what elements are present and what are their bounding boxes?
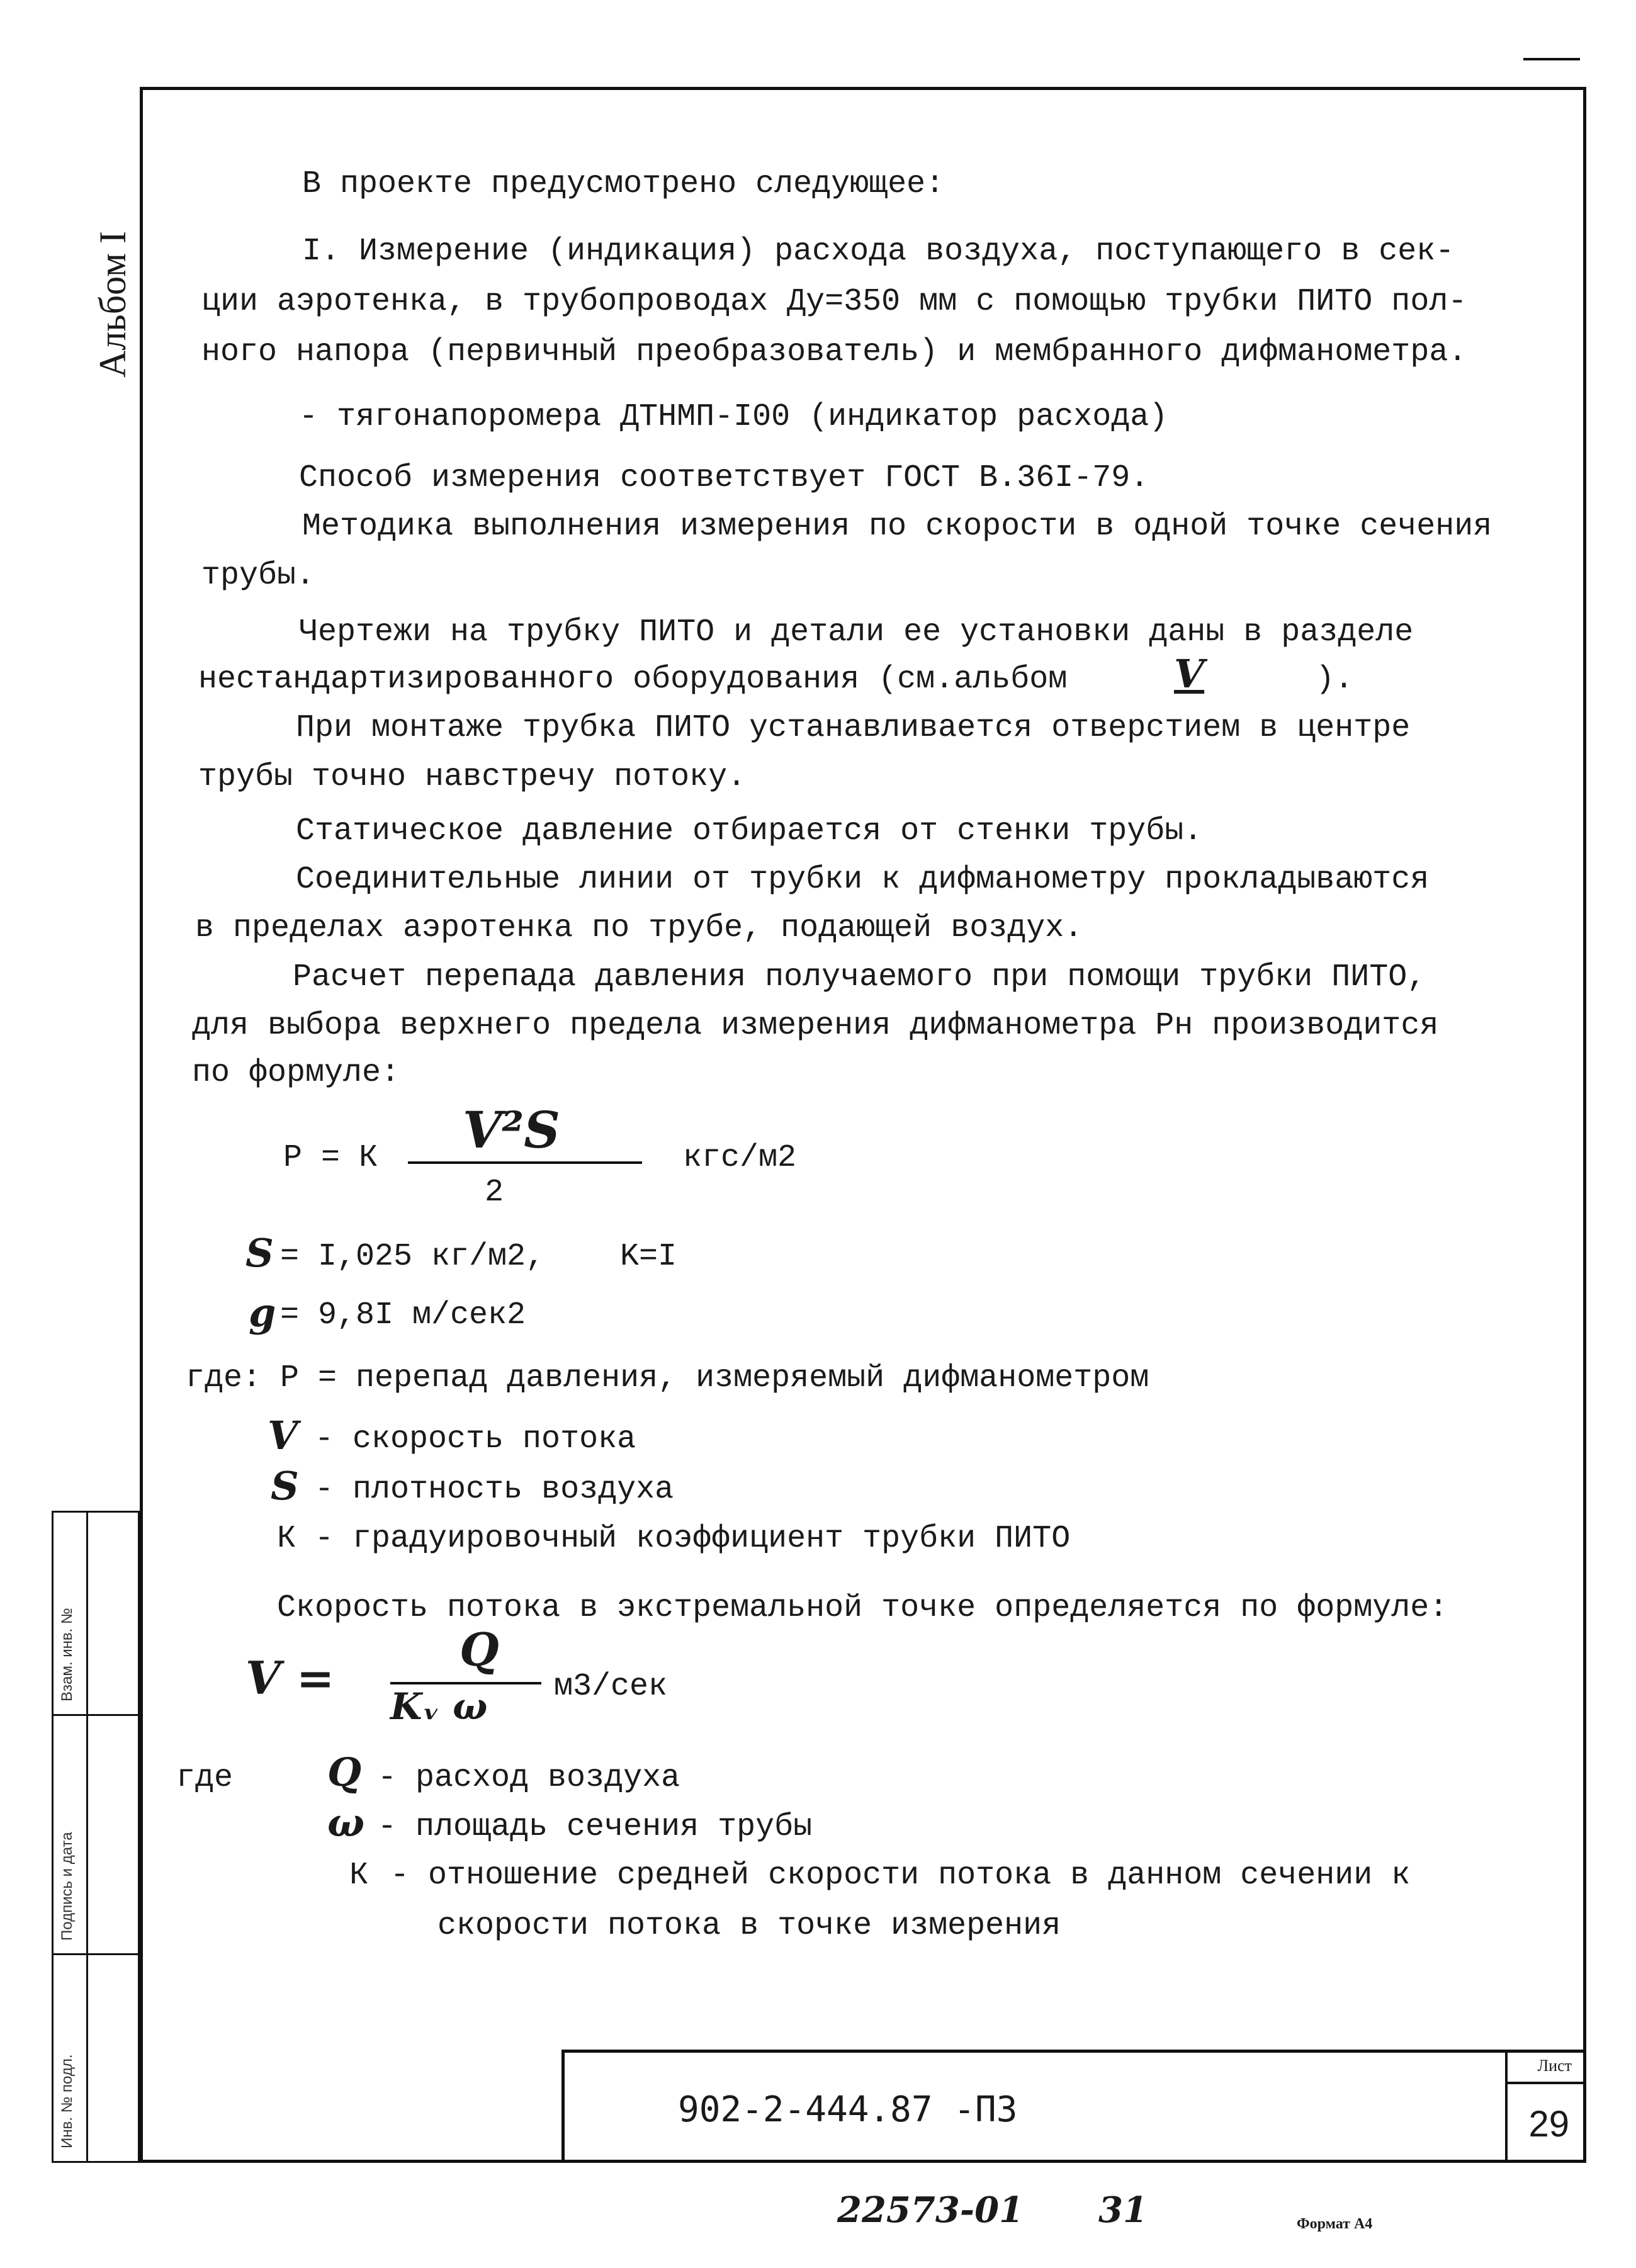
formula-unit: кгс/м2 bbox=[683, 1140, 797, 1176]
formula-denominator: 2 bbox=[485, 1175, 504, 1210]
corner-mark bbox=[1523, 58, 1580, 86]
sheet-divider bbox=[1508, 2082, 1583, 2084]
footer-code: 22573-01 bbox=[837, 2189, 1024, 2231]
q-symbol: Q bbox=[327, 1749, 362, 1795]
body-line: трубы. bbox=[201, 558, 315, 594]
omega-definition: - площадь сечения трубы bbox=[378, 1809, 813, 1845]
side-stamp bbox=[52, 1511, 140, 2163]
k-ratio-definition-cont: скорости потока в точке измерения bbox=[437, 1908, 1061, 1944]
body-line: трубы точно навстречу потоку. bbox=[198, 759, 747, 795]
body-line: Чертежи на трубку ПИТО и детали ее установки даны в разделе bbox=[299, 614, 1414, 650]
body-line: I. Измерение (индикация) расхода воздуха, поступающего в сек- bbox=[302, 234, 1455, 269]
k-ratio-definition: - отношение средней скорости потока в данном сечении к bbox=[390, 1858, 1411, 1893]
rho-definition: - плотность воздуха bbox=[315, 1472, 674, 1508]
body-line: ). bbox=[1316, 662, 1354, 697]
stamp-replace-label: Взам. инв. № bbox=[59, 1608, 76, 1701]
footer-format: Формат А4 bbox=[1297, 2216, 1373, 2232]
footer-number: 31 bbox=[1098, 2189, 1148, 2231]
k-definition: - градуировочный коэффициент трубки ПИТО bbox=[315, 1521, 1071, 1557]
formula-lhs: V = bbox=[245, 1651, 335, 1705]
formula-numerator: Q bbox=[460, 1623, 499, 1676]
album-label: Альбом I bbox=[92, 231, 133, 378]
fraction-bar bbox=[408, 1161, 642, 1164]
body-line: В проекте предусмотрено следующее: bbox=[302, 166, 945, 202]
k-symbol: К bbox=[277, 1521, 296, 1557]
rho-value: = I,025 кг/м2, bbox=[280, 1239, 545, 1275]
body-line: ного напора (первичный преобразователь) и мембранного дифманометра. bbox=[201, 334, 1467, 370]
stamp-inv-label: Инв. № подл. bbox=[59, 2054, 76, 2148]
document-code: 902-2-444.87 -П3 bbox=[678, 2089, 1018, 2130]
g-value: = 9,8I м/сек2 bbox=[280, 1297, 526, 1333]
body-line: по формуле: bbox=[192, 1055, 400, 1091]
body-line: Статическое давление отбирается от стенки трубы. bbox=[296, 813, 1203, 849]
stamp-row-divider bbox=[54, 1953, 138, 1955]
album-ref: V bbox=[1174, 651, 1205, 697]
rho-symbol: S bbox=[245, 1230, 274, 1276]
page-frame bbox=[140, 87, 1586, 2163]
body-line: Расчет перепада давления получаемого при помощи трубки ПИТО, bbox=[293, 959, 1426, 995]
stamp-row-divider bbox=[54, 1714, 138, 1716]
where-label: где bbox=[176, 1760, 234, 1796]
sheet-number: 29 bbox=[1528, 2104, 1569, 2145]
speed-intro: Скорость потока в экстремальной точке определяется по формуле: bbox=[277, 1590, 1448, 1626]
body-line: для выбора верхнего предела измерения дифманометра Рн производится bbox=[192, 1008, 1439, 1044]
fraction-bar bbox=[390, 1682, 541, 1684]
formula-unit: м3/сек bbox=[554, 1669, 668, 1705]
body-line: - тягонапоромера ДТНМП-I00 (индикатор расхода) bbox=[299, 399, 1168, 435]
omega-symbol: ω bbox=[327, 1800, 365, 1846]
v-symbol: V bbox=[268, 1413, 298, 1458]
k-symbol: К bbox=[349, 1858, 369, 1893]
definitions-intro: где: Р = перепад давления, измеряемый дифманометром bbox=[186, 1360, 1149, 1396]
sheet-label: Лист bbox=[1537, 2056, 1572, 2075]
body-line: в пределах аэротенка по трубе, подающей воздух. bbox=[195, 910, 1083, 946]
body-line: Соединительные линии от трубки к дифманометру прокладываются bbox=[296, 862, 1430, 898]
formula-lhs: Р = К bbox=[283, 1140, 378, 1176]
body-line: Методика выполнения измерения по скорости в одной точке сечения bbox=[302, 509, 1492, 544]
g-symbol: g bbox=[249, 1290, 276, 1336]
stamp-sign-label: Подпись и дата bbox=[59, 1832, 76, 1941]
k-value: K=I bbox=[620, 1239, 677, 1275]
body-line: нестандартизированного оборудования (см.альбом bbox=[198, 662, 1068, 697]
formula-numerator: V²S bbox=[463, 1100, 560, 1159]
q-definition: - расход воздуха bbox=[378, 1760, 680, 1796]
title-block bbox=[561, 2050, 1586, 2163]
body-line: Способ измерения соответствует ГОСТ В.36I-79. bbox=[299, 460, 1149, 496]
rho-symbol: S bbox=[271, 1463, 299, 1509]
body-line: ции аэротенка, в трубопроводах Ду=350 мм с помощью трубки ПИТО пол- bbox=[201, 284, 1467, 320]
formula-denominator: Kᵥ ω bbox=[390, 1685, 488, 1728]
body-line: При монтаже трубка ПИТО устанавливается отверстием в центре bbox=[296, 710, 1411, 746]
v-definition: - скорость потока bbox=[315, 1421, 636, 1457]
stamp-column-divider bbox=[86, 1513, 88, 2161]
